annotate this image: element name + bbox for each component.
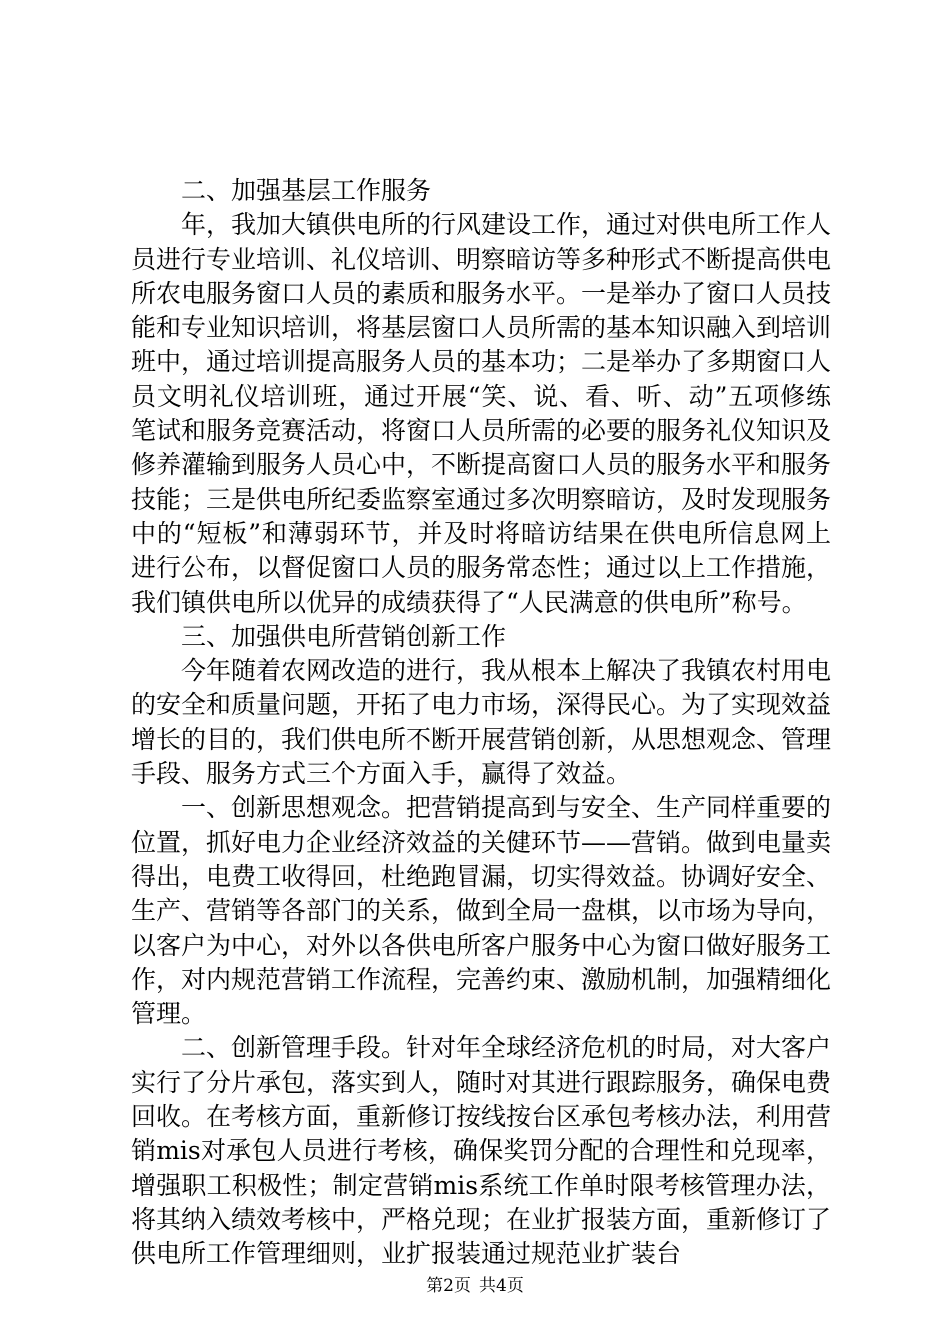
paragraph-innovate-management: 二、创新管理手段。针对年全球经济危机的时局，对大客户实行了分片承包，落实到人，随时对其进行跟踪服务，确保电费回收。在考核方面，重新修订按线按台区承包考核办法，利用营销mis对承包人员进行考核，确保奖罚分配的合理性和兑现率，增强职工积极性；制定营销mis系统工作单时限考核管理办法，将其纳入绩效考核中，严格兑现；在业扩报装方面，重新修订了供电所工作管理细则，业扩报装通过规范业扩装台	[131, 1033, 832, 1269]
paragraph-marketing-intro: 今年随着农网改造的进行，我从根本上解决了我镇农村用电的安全和质量问题，开拓了电力市场，深得民心。为了实现效益增长的目的，我们供电所不断开展营销创新，从思想观念、管理手段、服务方式三个方面入手，赢得了效益。	[131, 656, 832, 789]
page-total: 共4页	[479, 1276, 524, 1296]
page-footer	[0, 1276, 950, 1296]
paragraph-innovate-thinking: 一、创新思想观念。把营销提高到与安全、生产同样重要的位置，抓好电力企业经济效益的关健环节——营销。做到电量卖得出，电费工收得回，杜绝跑冒漏，切实得效益。协调好安全、生产、营销等各部门的关系，做到全局一盘棋，以市场为导向，以客户为中心，对外以各供电所客户服务中心为窗口做好服务工作，对内规范营销工作流程，完善约束、激励机制，加强精细化管理。	[131, 793, 832, 1029]
page-number: 第2页	[426, 1276, 471, 1296]
document-body	[131, 174, 831, 1272]
paragraph-service-work: 年，我加大镇供电所的行风建设工作，通过对供电所工作人员进行专业培训、礼仪培训、明察暗访等多种形式不断提高供电所农电服务窗口人员的素质和服务水平。一是举办了窗口人员技能和专业知识培训，将基层窗口人员所需的基本知识融入到培训班中，通过培训提高服务人员的基本功；二是举办了多期窗口人员文明礼仪培训班，通过开展“笑、说、看、听、动”五项修练笔试和服务竞赛活动，将窗口人员所需的必要的服务礼仪知识及修养灌输到服务人员心中，不断提高窗口人员的服务水平和服务技能；三是供电所纪委监察室通过多次明察暗访，及时发现服务中的“短板”和薄弱环节，并及时将暗访结果在供电所信息网上进行公布，以督促窗口人员的服务常态性；通过以上工作措施，我们镇供电所以优异的成绩获得了“人民满意的供电所”称号。	[131, 210, 832, 617]
section-heading-3: 三、加强供电所营销创新工作	[181, 621, 507, 651]
section-heading-2: 二、加强基层工作服务	[181, 176, 432, 205]
